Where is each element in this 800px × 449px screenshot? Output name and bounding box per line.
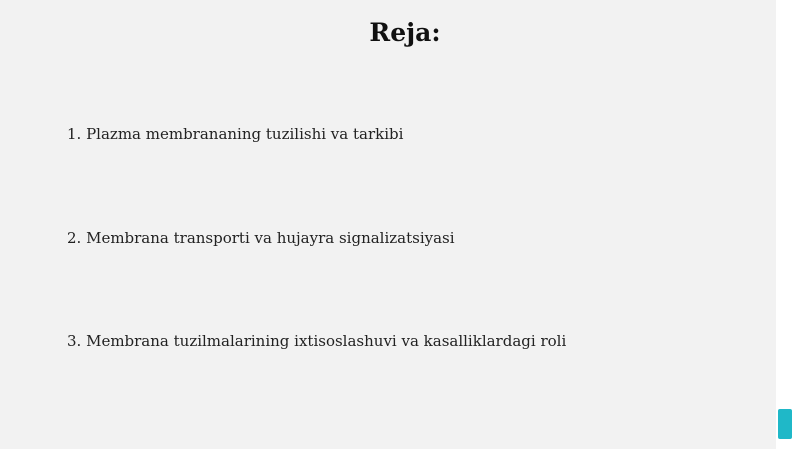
plan-item-1: 1. Plazma membrananing tuzilishi va tarkibi bbox=[67, 125, 404, 143]
plan-item-3: 3. Membrana tuzilmalarining ixtisoslashuvi va kasalliklardagi roli bbox=[67, 332, 567, 350]
slide-title: Reja: bbox=[369, 18, 441, 47]
scrollbar-thumb[interactable] bbox=[778, 409, 792, 439]
scrollbar-track[interactable] bbox=[776, 0, 800, 449]
plan-item-2: 2. Membrana transporti va hujayra signalizatsiyasi bbox=[67, 229, 455, 247]
